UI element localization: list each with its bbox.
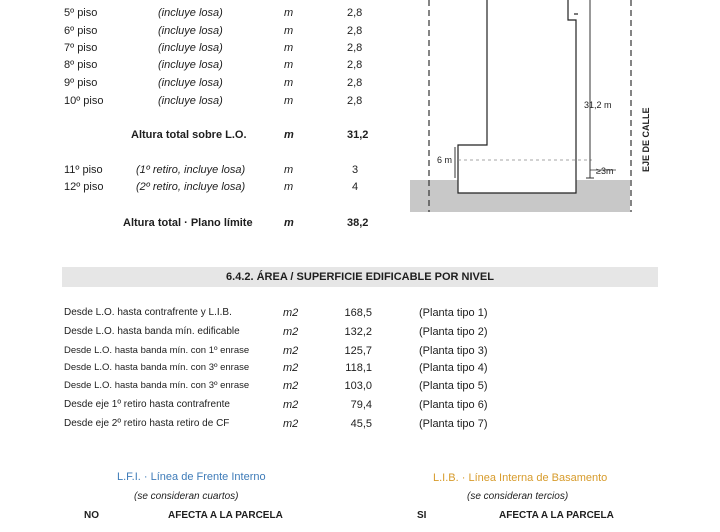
total-lo-value: 31,2 <box>347 129 369 141</box>
area-tipo: (Planta tipo 1) <box>419 307 488 319</box>
area-tipo: (Planta tipo 7) <box>419 418 488 430</box>
lib-answer: SI <box>417 510 427 521</box>
floor-unit: m <box>284 77 294 89</box>
area-tipo: (Planta tipo 2) <box>419 326 488 338</box>
section-title: 6.4.2. ÁREA / SUPERFICIE EDIFICABLE POR NIVEL <box>226 271 494 283</box>
floor-unit: m <box>284 25 294 37</box>
area-value: 103,0 <box>344 380 372 392</box>
setback-dimension-label: 6 m <box>437 155 453 165</box>
lib-subtitle: (se consideran tercios) <box>467 491 569 502</box>
area-tipo: (Planta tipo 5) <box>419 380 488 392</box>
area-label: Desde L.O. hasta banda mín. edificable <box>64 326 240 337</box>
total-lo-unit: m <box>284 129 294 141</box>
floor-value: 2,8 <box>347 7 363 19</box>
lfi-subtitle: (se consideran cuartos) <box>134 491 239 502</box>
floor-value: 3 <box>352 164 359 176</box>
basement-void <box>458 180 576 193</box>
floor-label: 9º piso <box>64 77 98 89</box>
floor-desc: (incluye losa) <box>158 77 223 89</box>
floor-unit: m <box>284 95 294 107</box>
area-tipo: (Planta tipo 6) <box>419 399 488 411</box>
lfi-caption: AFECTA A LA PARCELA <box>168 510 283 521</box>
area-unit: m2 <box>283 307 299 319</box>
area-label: Desde L.O. hasta banda mín. con 3º enrase <box>64 362 250 373</box>
total-plano-label: Altura total · Plano límite <box>123 217 253 229</box>
area-unit: m2 <box>283 399 299 411</box>
area-unit: m2 <box>283 362 299 374</box>
floor-desc: (1º retiro, incluye losa) <box>136 164 246 176</box>
floor-label: 5º piso <box>64 7 98 19</box>
total-plano-unit: m <box>284 217 294 229</box>
floor-label: 10º piso <box>64 95 104 107</box>
floor-unit: m <box>284 164 294 176</box>
height-dimension-label: 31,2 m <box>584 100 612 110</box>
section-diagram <box>405 0 660 215</box>
lfi-title: L.F.I. · Línea de Frente Interno <box>117 471 266 483</box>
area-label: Desde eje 2º retiro hasta retiro de CF <box>64 418 230 429</box>
area-label: Desde eje 1º retiro hasta contrafrente <box>64 399 230 410</box>
floor-desc: (incluye losa) <box>158 7 223 19</box>
floor-label: 12º piso <box>64 181 104 193</box>
floor-unit: m <box>284 59 294 71</box>
floor-desc: (incluye losa) <box>158 95 223 107</box>
section-header <box>62 267 658 287</box>
lfi-answer: NO <box>84 510 99 521</box>
total-plano-value: 38,2 <box>347 217 369 229</box>
lib-title: L.I.B. · Línea Interna de Basamento <box>433 472 608 484</box>
floor-unit: m <box>284 181 294 193</box>
street-axis-label: EJE DE CALLE <box>641 107 651 172</box>
area-unit: m2 <box>283 326 299 338</box>
floor-value: 2,8 <box>347 25 363 37</box>
area-value: 168,5 <box>344 307 372 319</box>
floor-label: 8º piso <box>64 59 98 71</box>
floor-unit: m <box>284 7 294 19</box>
floor-desc: (incluye losa) <box>158 25 223 37</box>
area-label: Desde L.O. hasta contrafrente y L.I.B. <box>64 307 232 318</box>
lib-caption: AFECTA A LA PARCELA <box>499 510 614 521</box>
area-value: 132,2 <box>344 326 372 338</box>
area-tipo: (Planta tipo 4) <box>419 362 488 374</box>
area-tipo: (Planta tipo 3) <box>419 345 488 357</box>
floor-value: 2,8 <box>347 77 363 89</box>
area-value: 45,5 <box>350 418 372 430</box>
floor-desc: (2º retiro, incluye losa) <box>136 181 246 193</box>
floor-unit: m <box>284 42 294 54</box>
min-dimension-label: ≥3m <box>596 166 614 176</box>
area-value: 79,4 <box>350 399 372 411</box>
floor-label: 11º piso <box>64 164 103 176</box>
floor-desc: (incluye losa) <box>158 59 223 71</box>
area-unit: m2 <box>283 418 299 430</box>
area-label: Desde L.O. hasta banda mín. con 1º enrase <box>64 345 250 356</box>
area-value: 118,1 <box>345 362 372 374</box>
area-value: 125,7 <box>344 345 372 357</box>
floor-desc: (incluye losa) <box>158 42 223 54</box>
floor-label: 6º piso <box>64 25 98 37</box>
building-outline <box>458 0 576 193</box>
area-unit: m2 <box>283 345 299 357</box>
floor-value: 2,8 <box>347 59 363 71</box>
area-label: Desde L.O. hasta banda mín. con 3º enrase <box>64 380 250 391</box>
floor-value: 2,8 <box>347 42 363 54</box>
floor-value: 2,8 <box>347 95 363 107</box>
floor-value: 4 <box>352 181 359 193</box>
floor-label: 7º piso <box>64 42 98 54</box>
area-unit: m2 <box>283 380 299 392</box>
total-lo-label: Altura total sobre L.O. <box>131 129 247 141</box>
